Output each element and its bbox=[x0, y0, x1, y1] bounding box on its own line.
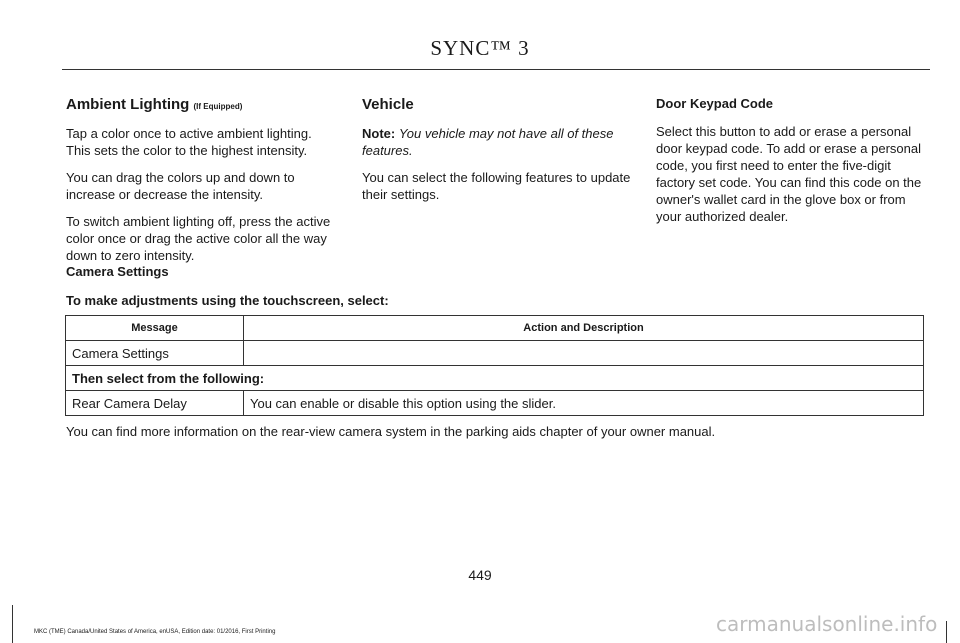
camera-settings-table bbox=[65, 315, 924, 416]
vehicle-section bbox=[362, 96, 634, 213]
table-span-cell: Then select from the following: bbox=[66, 366, 924, 391]
message-column-header: Message bbox=[66, 316, 244, 341]
table-header-row bbox=[66, 316, 924, 341]
ambient-lighting-section bbox=[66, 96, 338, 274]
crop-mark-right bbox=[946, 621, 947, 643]
vehicle-paragraph: You can select the following features to update their settings. bbox=[362, 170, 631, 202]
edition-info: MKC (TME) Canada/United States of America, enUSA, Edition date: 01/2016, First Printing bbox=[34, 629, 276, 635]
touchscreen-select-heading: To make adjustments using the touchscreen, select: bbox=[66, 293, 389, 308]
camera-settings-heading: Camera Settings bbox=[66, 264, 169, 279]
table-span-row bbox=[66, 366, 924, 391]
ambient-paragraph-3: To switch ambient lighting off, press the active color once or drag the active color all the way down to zero intensity. bbox=[66, 214, 331, 263]
watermark: carmanualsonline.info bbox=[716, 612, 938, 636]
note-label: Note: bbox=[362, 126, 396, 141]
camera-footer-text: You can find more information on the rear-view camera system in the parking aids chapter of your owner manual. bbox=[66, 424, 716, 439]
crop-mark-left bbox=[12, 605, 13, 643]
door-keypad-heading: Door Keypad Code bbox=[656, 96, 774, 111]
table-cell-message: Rear Camera Delay bbox=[66, 391, 244, 416]
table-cell-message: Camera Settings bbox=[66, 341, 244, 366]
table-row bbox=[66, 341, 924, 366]
if-equipped-label: (If Equipped) bbox=[193, 102, 243, 111]
action-column-header: Action and Description bbox=[244, 316, 924, 341]
ambient-paragraph-1: Tap a color once to active ambient lighting. This sets the color to the highest intensity. bbox=[66, 126, 312, 158]
table-cell-action bbox=[244, 341, 924, 366]
ambient-paragraph-2: You can drag the colors up and down to increase or decrease the intensity. bbox=[66, 170, 295, 202]
note-text: You vehicle may not have all of these features. bbox=[362, 126, 614, 158]
door-keypad-section bbox=[656, 96, 928, 235]
table-row bbox=[66, 391, 924, 416]
door-keypad-paragraph: Select this button to add or erase a personal door keypad code. To add or erase a personal code, you first need to enter the five-digit factory set code. You can find this code on the owner's wallet card in the glove box or from your authorized dealer. bbox=[656, 124, 922, 224]
table-cell-action: You can enable or disable this option using the slider. bbox=[244, 391, 924, 416]
page-header-title: SYNC™ 3 bbox=[430, 36, 530, 60]
header-divider bbox=[62, 69, 930, 70]
ambient-lighting-heading bbox=[66, 96, 338, 113]
page-number: 449 bbox=[468, 567, 492, 583]
ambient-lighting-title: Ambient Lighting bbox=[66, 96, 190, 113]
vehicle-heading: Vehicle bbox=[362, 96, 414, 113]
vehicle-note bbox=[362, 125, 634, 159]
